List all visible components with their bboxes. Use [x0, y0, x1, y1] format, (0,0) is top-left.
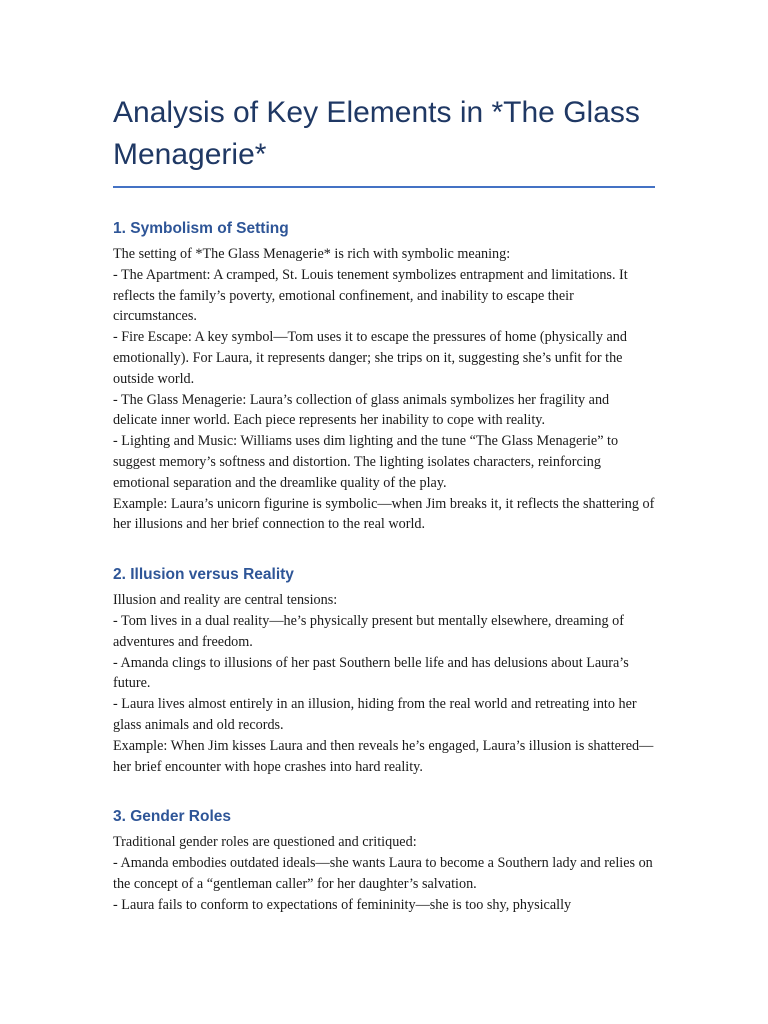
document-title: Analysis of Key Elements in *The Glass Menagerie* [113, 92, 655, 188]
paragraph-line: Illusion and reality are central tensions: [113, 592, 338, 609]
paragraph-line: - Amanda embodies outdated ideals—she wants Laura to become a Southern lady and relies on the concept of a “gentleman caller” for her daughter’s salvation. [113, 855, 653, 892]
paragraph-line: - The Glass Menagerie: Laura’s collection of glass animals symbolizes her fragility and delicate inner world. Each piece represents her inability to cope with reality. [113, 391, 610, 429]
section-heading: 1. Symbolism of Setting [113, 220, 289, 237]
paragraph-line: Example: Laura’s unicorn figurine is symbolic—when Jim breaks it, it reflects the shattering of her illusions and her brief connection to the real world. [113, 495, 655, 533]
paragraph-line: The setting of *The Glass Menagerie* is rich with symbolic meaning: [113, 246, 511, 262]
section-gender-roles [113, 806, 655, 915]
paragraph-line: - Fire Escape: A key symbol—Tom uses it to escape the pressures of home (physically and emotionally). For Laura, it represents danger; she trips on it, suggesting she’s unfit for the outside world. [113, 329, 627, 387]
paragraph-line: - Amanda clings to illusions of her past Southern belle life and has delusions about Laura’s future. [113, 654, 629, 692]
section-illusion-versus-reality [113, 564, 655, 777]
paragraph-line: Example: When Jim kisses Laura and then reveals he’s engaged, Laura’s illusion is shattered—her brief encounter with hope crashes into hard reality. [113, 737, 654, 775]
paragraph-line: - Lighting and Music: Williams uses dim lighting and the tune “The Glass Menagerie” to suggest memory’s softness and distortion. The lighting isolates characters, reinforcing emotional separation and the dreamlike quality of the play. [113, 433, 619, 491]
section-heading: 3. Gender Roles [113, 808, 232, 826]
paragraph-line: - Tom lives in a dual reality—he’s physically present but mentally elsewhere, dreaming of adventures and freedom. [113, 612, 624, 650]
paragraph-line: - Laura lives almost entirely in an illusion, hiding from the real world and retreating into her glass animals and old records. [113, 696, 637, 733]
paragraph-line: Traditional gender roles are questioned and critiqued: [113, 834, 417, 851]
paragraph-line: - The Apartment: A cramped, St. Louis tenement symbolizes entrapment and limitations. It reflects the family’s poverty, emotional confinement, and inability to escape their circumstances. [113, 266, 628, 325]
document-page [113, 92, 655, 916]
section-heading: 2. Illusion versus Reality [113, 566, 294, 584]
section-symbolism-of-setting [113, 218, 655, 535]
paragraph-line: - Laura fails to conform to expectations of femininity—she is too shy, physically [113, 896, 572, 913]
